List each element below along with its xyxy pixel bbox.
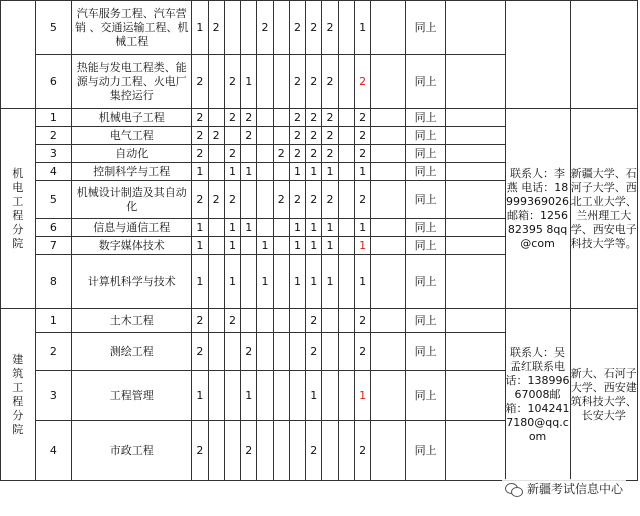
count-cell: 1 (354, 219, 370, 237)
count-cell: 1 (192, 237, 208, 255)
count-cell (273, 421, 289, 481)
count-cell: 1 (306, 255, 322, 309)
major-name: 测绘工程 (72, 333, 192, 371)
count-cell: 2 (322, 127, 338, 145)
count-cell (208, 371, 224, 421)
row-number: 3 (35, 371, 72, 421)
target-schools: 新疆大学、石河子大学、西北工业大学、兰州理工大学、西安电子科技大学等。 (570, 109, 637, 309)
blank-cell (371, 163, 406, 181)
note-cell: 同上 (405, 109, 446, 127)
count-cell: 2 (273, 145, 289, 163)
department-cell (1, 1, 36, 109)
count-cell: 2 (306, 127, 322, 145)
count-cell (338, 181, 354, 219)
count-cell (273, 219, 289, 237)
count-cell: 2 (192, 421, 208, 481)
row-number: 2 (35, 333, 72, 371)
count-cell: 1 (322, 237, 338, 255)
count-cell: 2 (354, 421, 370, 481)
count-cell: 1 (224, 237, 240, 255)
count-cell: 2 (354, 333, 370, 371)
blank-cell (371, 109, 406, 127)
note-cell: 同上 (405, 255, 446, 309)
count-cell (273, 1, 289, 55)
count-cell (322, 421, 338, 481)
blank-cell (371, 421, 406, 481)
blank-cell (446, 371, 505, 421)
blank-cell (446, 219, 505, 237)
count-cell: 2 (192, 145, 208, 163)
row-number: 5 (35, 181, 72, 219)
count-cell: 2 (192, 109, 208, 127)
count-cell: 2 (354, 127, 370, 145)
blank-cell (446, 109, 505, 127)
count-cell (273, 309, 289, 333)
major-name: 控制科学与工程 (72, 163, 192, 181)
count-cell: 2 (241, 109, 257, 127)
count-cell: 2 (289, 145, 305, 163)
count-cell: 2 (354, 309, 370, 333)
note-cell: 同上 (405, 181, 446, 219)
count-cell (338, 163, 354, 181)
note-cell: 同上 (405, 219, 446, 237)
count-cell: 2 (322, 55, 338, 109)
note-cell: 同上 (405, 333, 446, 371)
department-name: 机电工程分院 (12, 166, 24, 250)
note-cell: 同上 (405, 421, 446, 481)
count-cell (257, 219, 273, 237)
count-cell (224, 333, 240, 371)
count-cell (257, 181, 273, 219)
row-number: 5 (35, 1, 72, 55)
count-cell (289, 309, 305, 333)
row-number: 2 (35, 127, 72, 145)
row-number: 8 (35, 255, 72, 309)
count-cell (208, 255, 224, 309)
count-cell (208, 237, 224, 255)
row-number: 4 (35, 421, 72, 481)
count-cell (289, 371, 305, 421)
count-cell: 2 (354, 55, 370, 109)
count-cell (257, 127, 273, 145)
blank-cell (446, 145, 505, 163)
count-cell (241, 309, 257, 333)
watermark (502, 479, 626, 498)
blank-cell (371, 255, 406, 309)
row-number: 4 (35, 163, 72, 181)
blank-cell (371, 309, 406, 333)
count-cell: 2 (354, 181, 370, 219)
blank-cell (446, 181, 505, 219)
blank-cell (446, 163, 505, 181)
count-cell: 2 (208, 1, 224, 55)
blank-cell (446, 1, 505, 55)
blank-cell (371, 333, 406, 371)
blank-cell (371, 145, 406, 163)
count-cell (257, 109, 273, 127)
blank-cell (446, 55, 505, 109)
count-cell: 2 (289, 55, 305, 109)
count-cell: 1 (224, 219, 240, 237)
count-cell (224, 421, 240, 481)
count-cell (338, 371, 354, 421)
count-cell (241, 181, 257, 219)
count-cell: 1 (192, 371, 208, 421)
count-cell (338, 55, 354, 109)
blank-cell (371, 237, 406, 255)
count-cell (273, 255, 289, 309)
count-cell: 1 (322, 255, 338, 309)
blank-cell (371, 371, 406, 421)
count-cell: 2 (241, 127, 257, 145)
note-cell: 同上 (405, 163, 446, 181)
count-cell (273, 163, 289, 181)
count-cell (257, 371, 273, 421)
blank-cell (446, 333, 505, 371)
major-name: 热能与发电工程类、能源与动力工程、火电厂集控运行 (72, 55, 192, 109)
count-cell: 2 (289, 127, 305, 145)
count-cell (273, 109, 289, 127)
count-cell (338, 1, 354, 55)
major-name: 电气工程 (72, 127, 192, 145)
count-cell: 1 (289, 255, 305, 309)
count-cell (338, 309, 354, 333)
count-cell: 2 (224, 145, 240, 163)
count-cell (338, 109, 354, 127)
contact-info (505, 1, 570, 109)
count-cell (257, 309, 273, 333)
count-cell: 2 (306, 181, 322, 219)
count-cell: 2 (306, 421, 322, 481)
count-cell: 1 (354, 255, 370, 309)
blank-cell (371, 55, 406, 109)
count-cell (322, 371, 338, 421)
blank-cell (446, 255, 505, 309)
count-cell: 2 (289, 1, 305, 55)
count-cell: 2 (354, 109, 370, 127)
count-cell (257, 55, 273, 109)
count-cell: 1 (241, 55, 257, 109)
count-cell: 2 (322, 181, 338, 219)
count-cell (322, 309, 338, 333)
count-cell: 2 (208, 181, 224, 219)
row-number: 1 (35, 109, 72, 127)
blank-cell (446, 127, 505, 145)
count-cell: 2 (322, 109, 338, 127)
count-cell: 2 (192, 55, 208, 109)
count-cell: 1 (306, 371, 322, 421)
count-cell: 2 (224, 309, 240, 333)
count-cell (338, 255, 354, 309)
count-cell (208, 309, 224, 333)
count-cell (241, 1, 257, 55)
count-cell: 2 (273, 181, 289, 219)
count-cell: 1 (354, 371, 370, 421)
note-cell: 同上 (405, 145, 446, 163)
count-cell: 1 (354, 237, 370, 255)
count-cell (224, 1, 240, 55)
count-cell (241, 237, 257, 255)
target-schools: 新大、石河子大学、西安建筑科技大学、长安大学 (570, 309, 637, 481)
count-cell (273, 371, 289, 421)
row-number: 7 (35, 237, 72, 255)
count-cell (257, 333, 273, 371)
row-number: 3 (35, 145, 72, 163)
major-name: 土木工程 (72, 309, 192, 333)
count-cell (208, 145, 224, 163)
major-name: 汽车服务工程、汽车营销 、交通运输工程、机械工程 (72, 1, 192, 55)
count-cell: 1 (354, 1, 370, 55)
blank-cell (371, 127, 406, 145)
count-cell: 1 (224, 255, 240, 309)
count-cell (208, 163, 224, 181)
note-cell: 同上 (405, 309, 446, 333)
count-cell (224, 371, 240, 421)
major-name: 数字媒体技术 (72, 237, 192, 255)
count-cell: 2 (192, 181, 208, 219)
count-cell: 2 (306, 145, 322, 163)
watermark-text: 新疆考试信息中心 (526, 482, 623, 496)
count-cell: 1 (257, 237, 273, 255)
count-cell: 2 (306, 1, 322, 55)
count-cell: 1 (192, 255, 208, 309)
target-schools (570, 1, 637, 109)
note-cell: 同上 (405, 55, 446, 109)
count-cell: 1 (192, 219, 208, 237)
blank-cell (446, 237, 505, 255)
count-cell (338, 237, 354, 255)
table-row (1, 309, 638, 333)
count-cell: 2 (306, 333, 322, 371)
contact-info: 联系人：李燕 电话：18999369026 邮箱：125682395 8qq@com (505, 109, 570, 309)
count-cell (273, 237, 289, 255)
blank-cell (446, 309, 505, 333)
count-cell: 2 (306, 109, 322, 127)
count-cell: 1 (289, 219, 305, 237)
count-cell: 1 (224, 163, 240, 181)
count-cell (208, 333, 224, 371)
contact-info: 联系人：吴孟红联系电话：13899667008邮箱：1042417180@qq.com (505, 309, 570, 481)
count-cell (257, 145, 273, 163)
blank-cell (371, 181, 406, 219)
count-cell: 1 (257, 255, 273, 309)
count-cell: 2 (289, 109, 305, 127)
major-name: 工程管理 (72, 371, 192, 421)
count-cell: 1 (322, 219, 338, 237)
major-name: 信息与通信工程 (72, 219, 192, 237)
count-cell: 1 (241, 371, 257, 421)
note-cell: 同上 (405, 371, 446, 421)
count-cell (289, 421, 305, 481)
count-cell (208, 219, 224, 237)
count-cell: 1 (241, 219, 257, 237)
count-cell: 2 (306, 55, 322, 109)
row-number: 1 (35, 309, 72, 333)
count-cell (338, 333, 354, 371)
count-cell (273, 127, 289, 145)
count-cell: 2 (241, 333, 257, 371)
count-cell (208, 421, 224, 481)
count-cell: 2 (192, 309, 208, 333)
count-cell: 2 (306, 309, 322, 333)
count-cell: 1 (192, 1, 208, 55)
wechat-icon (505, 482, 523, 496)
blank-cell (371, 1, 406, 55)
count-cell (241, 145, 257, 163)
count-cell: 1 (306, 219, 322, 237)
count-cell (224, 127, 240, 145)
count-cell (241, 255, 257, 309)
count-cell: 2 (224, 109, 240, 127)
count-cell: 2 (208, 127, 224, 145)
count-cell (322, 333, 338, 371)
count-cell: 2 (241, 421, 257, 481)
count-cell: 1 (306, 163, 322, 181)
count-cell (273, 55, 289, 109)
department-cell (1, 309, 36, 481)
count-cell (257, 421, 273, 481)
count-cell: 2 (354, 145, 370, 163)
note-cell: 同上 (405, 127, 446, 145)
count-cell: 1 (322, 163, 338, 181)
count-cell (289, 333, 305, 371)
count-cell: 1 (289, 163, 305, 181)
count-cell: 2 (322, 1, 338, 55)
count-cell (338, 145, 354, 163)
table-row (1, 1, 638, 55)
count-cell: 2 (192, 333, 208, 371)
note-cell: 同上 (405, 1, 446, 55)
department-name: 建筑工程分院 (12, 352, 24, 436)
major-name: 机械设计制造及其自动化 (72, 181, 192, 219)
count-cell: 1 (241, 163, 257, 181)
count-cell (257, 163, 273, 181)
major-name: 市政工程 (72, 421, 192, 481)
count-cell (338, 421, 354, 481)
row-number: 6 (35, 219, 72, 237)
count-cell: 2 (322, 145, 338, 163)
count-cell (208, 109, 224, 127)
count-cell: 2 (289, 181, 305, 219)
count-cell: 1 (354, 163, 370, 181)
count-cell: 2 (192, 127, 208, 145)
table-row (1, 109, 638, 127)
major-name: 计算机科学与技术 (72, 255, 192, 309)
major-name: 机械电子工程 (72, 109, 192, 127)
count-cell: 1 (192, 163, 208, 181)
blank-cell (446, 421, 505, 481)
count-cell (273, 333, 289, 371)
count-cell (338, 219, 354, 237)
count-cell: 1 (306, 237, 322, 255)
note-cell: 同上 (405, 237, 446, 255)
count-cell: 2 (224, 55, 240, 109)
blank-cell (371, 219, 406, 237)
count-cell (338, 127, 354, 145)
count-cell: 2 (224, 181, 240, 219)
count-cell (208, 55, 224, 109)
major-name: 自动化 (72, 145, 192, 163)
count-cell: 2 (257, 1, 273, 55)
department-cell (1, 109, 36, 309)
count-cell: 1 (289, 237, 305, 255)
row-number: 6 (35, 55, 72, 109)
